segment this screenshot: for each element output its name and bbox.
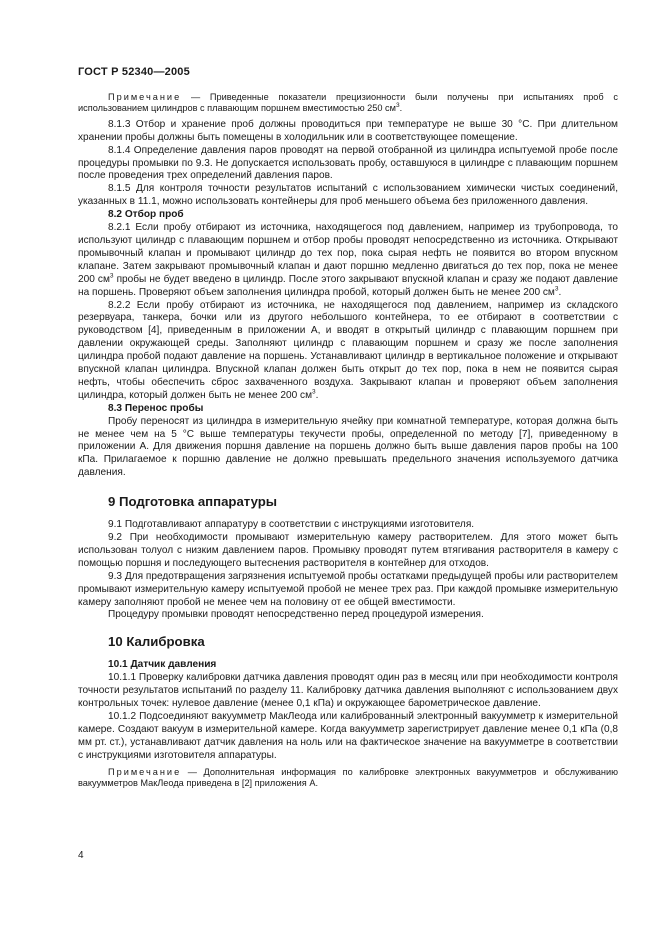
- para-8-1-3: 8.1.3 Отбор и хранение проб должны проводиться при температуре не выше 30 °С. При длительном хранении пробы должны быть помещены в холодильник или в соответствующее помещение.: [78, 118, 618, 143]
- section-heading-9: 9 Подготовка аппаратуры: [108, 494, 278, 510]
- para-9-3-procedure: Процедуру промывки проводят непосредственно перед процедурой измерения.: [108, 609, 484, 621]
- page-number: 4: [78, 850, 84, 861]
- para-8-2-2: 8.2.2 Если пробу отбирают из источника, не находящегося под давлением, например из складского резервуара, танкера, бочки или из другого небольшого контейнера, то ее отбирают в соответствии с руководством [4], приведенным в приложении А, и вводят в открытый цилиндр с плавающим поршнем при давлении окружающей среды. Заполняют цилиндр с плавающим поршнем и сразу же после заполнения цилиндра пробой подают давление на поршень. Устанавливают цилиндр в вертикальное положение и открывают впускной клапан цилиндра. Впускной клапан должен быть открыт до тех пор, пока в нем не появится сырая нефть, чтобы обеспечить сброс захваченного воздуха. Закрывают клапан и проверяют объем заполнения цилиндра, который должен быть не менее 200 $см^3$.: [78, 299, 618, 401]
- para-8-2-1: 8.2.1 Если пробу отбирают из источника, находящегося под давлением, например из трубопровода, то используют цилиндр с плавающим поршнем и отбор пробы проводят непосредственно из источника. Открывают промывочный клапан и промывают цилиндр до тех пор, пока сырая нефть не появится во втором впускном клапане. Затем закрывают промывочный клапан и дают поршню медленно двигаться до тех пор, пока не менее 200 $см^3$ пробы не будет введено в цилиндр. После этого закрывают впускной клапан и сразу же подают давление на поршень. Проверяют объем заполнения цилиндра пробой, который должен быть не менее 200 $см^3$.: [78, 222, 618, 298]
- page-header: ГОСТ Р 52340—2005: [78, 66, 190, 78]
- para-10-1-1: 10.1.1 Проверку калибровки датчика давления проводят один раз в месяц или при необходимости контроля точности результатов испытаний по разделу 11. Калибровку датчика давления выполняют с использованием двух контрольных точек: нулевое давление (менее 0,1 кПа) и окружающее барометрическое давление.: [78, 672, 618, 709]
- para-8-3: Пробу переносят из цилиндра в измерительную ячейку при комнатной температуре, которая должна быть не менее чем на 5 °С выше температуры текучести пробы, определенной по методу [7], приведенному в приложении А. Для движения поршня давление на поршень должно быть выше давления паров пробы на 100 кПа. Прилагаемое к поршню давление не должно превышать предельного значения используемого датчика давления.: [78, 415, 618, 479]
- para-8-1-5: 8.1.5 Для контроля точности результатов испытаний с использованием химически чистых соединений, указанных в 11.1, можно использовать контейнеры для проб меньшего объема без приложенного давления.: [78, 183, 618, 208]
- para-9-3: 9.3 Для предотвращения загрязнения испытуемой пробы остатками предыдущей пробы или растворителем промывают измерительную камеру испытуемой пробой не менее трех раз. При каждой промывке измерительную камеру заполняют пробой не менее чем на половину от ее общей вместимости.: [78, 570, 618, 608]
- note-label: Примечание: [108, 766, 182, 777]
- page-body: [78, 92, 618, 789]
- para-8-1-4: 8.1.4 Определение давления паров проводят на первой отобранной из цилиндра испытуемой пробе после процедуры промывки по 9.3. Не допускается использовать пробу, оставшуюся в цилиндре с плавающим поршнем после проведения трех определений давления паров.: [78, 144, 618, 182]
- heading-8-2: 8.2 Отбор проб: [108, 209, 184, 221]
- para-9-1: 9.1 Подготавливают аппаратуру в соответствии с инструкциями изготовителя.: [108, 519, 475, 531]
- note-label: Примечание: [108, 92, 182, 102]
- para-9-2: 9.2 При необходимости промывают измерительную камеру растворителем. Для этого может быть использован толуол с низким давлением паров. Промывку проводят путем втягивания растворителя в камеру с помощью поршня и последующего вытеснения растворителя в контейнер для отходов.: [78, 532, 618, 569]
- heading-8-3: 8.3 Перенос пробы: [108, 402, 204, 414]
- note-calibration: Примечание — Дополнительная информация по калибровке электронных вакуумметров и обслуживанию вакуумметров МакЛеода приведена в [2] приложения А.: [78, 766, 618, 788]
- heading-10-1: 10.1 Датчик давления: [108, 659, 217, 671]
- note-precision: Примечание — Приведенные показатели прецизионности были получены при испытаниях проб с использованием цилиндров с плавающим поршнем вместимостью 250 $см^3$.: [78, 92, 619, 114]
- para-10-1-2: 10.1.2 Подсоединяют вакуумметр МакЛеода или калиброванный электронный вакуумметр к измерительной камере. Создают вакуум в измерительной камере. Когда вакуумметр зарегистрирует давление менее 0,1 кПа (0,8 мм рт. ст.), устанавливают датчик давления на ноль или на фактическое значение на вакуумметре в соответствии с инструкциями изготовителя аппаратуры.: [78, 710, 618, 761]
- section-heading-10: 10 Калибровка: [108, 634, 205, 650]
